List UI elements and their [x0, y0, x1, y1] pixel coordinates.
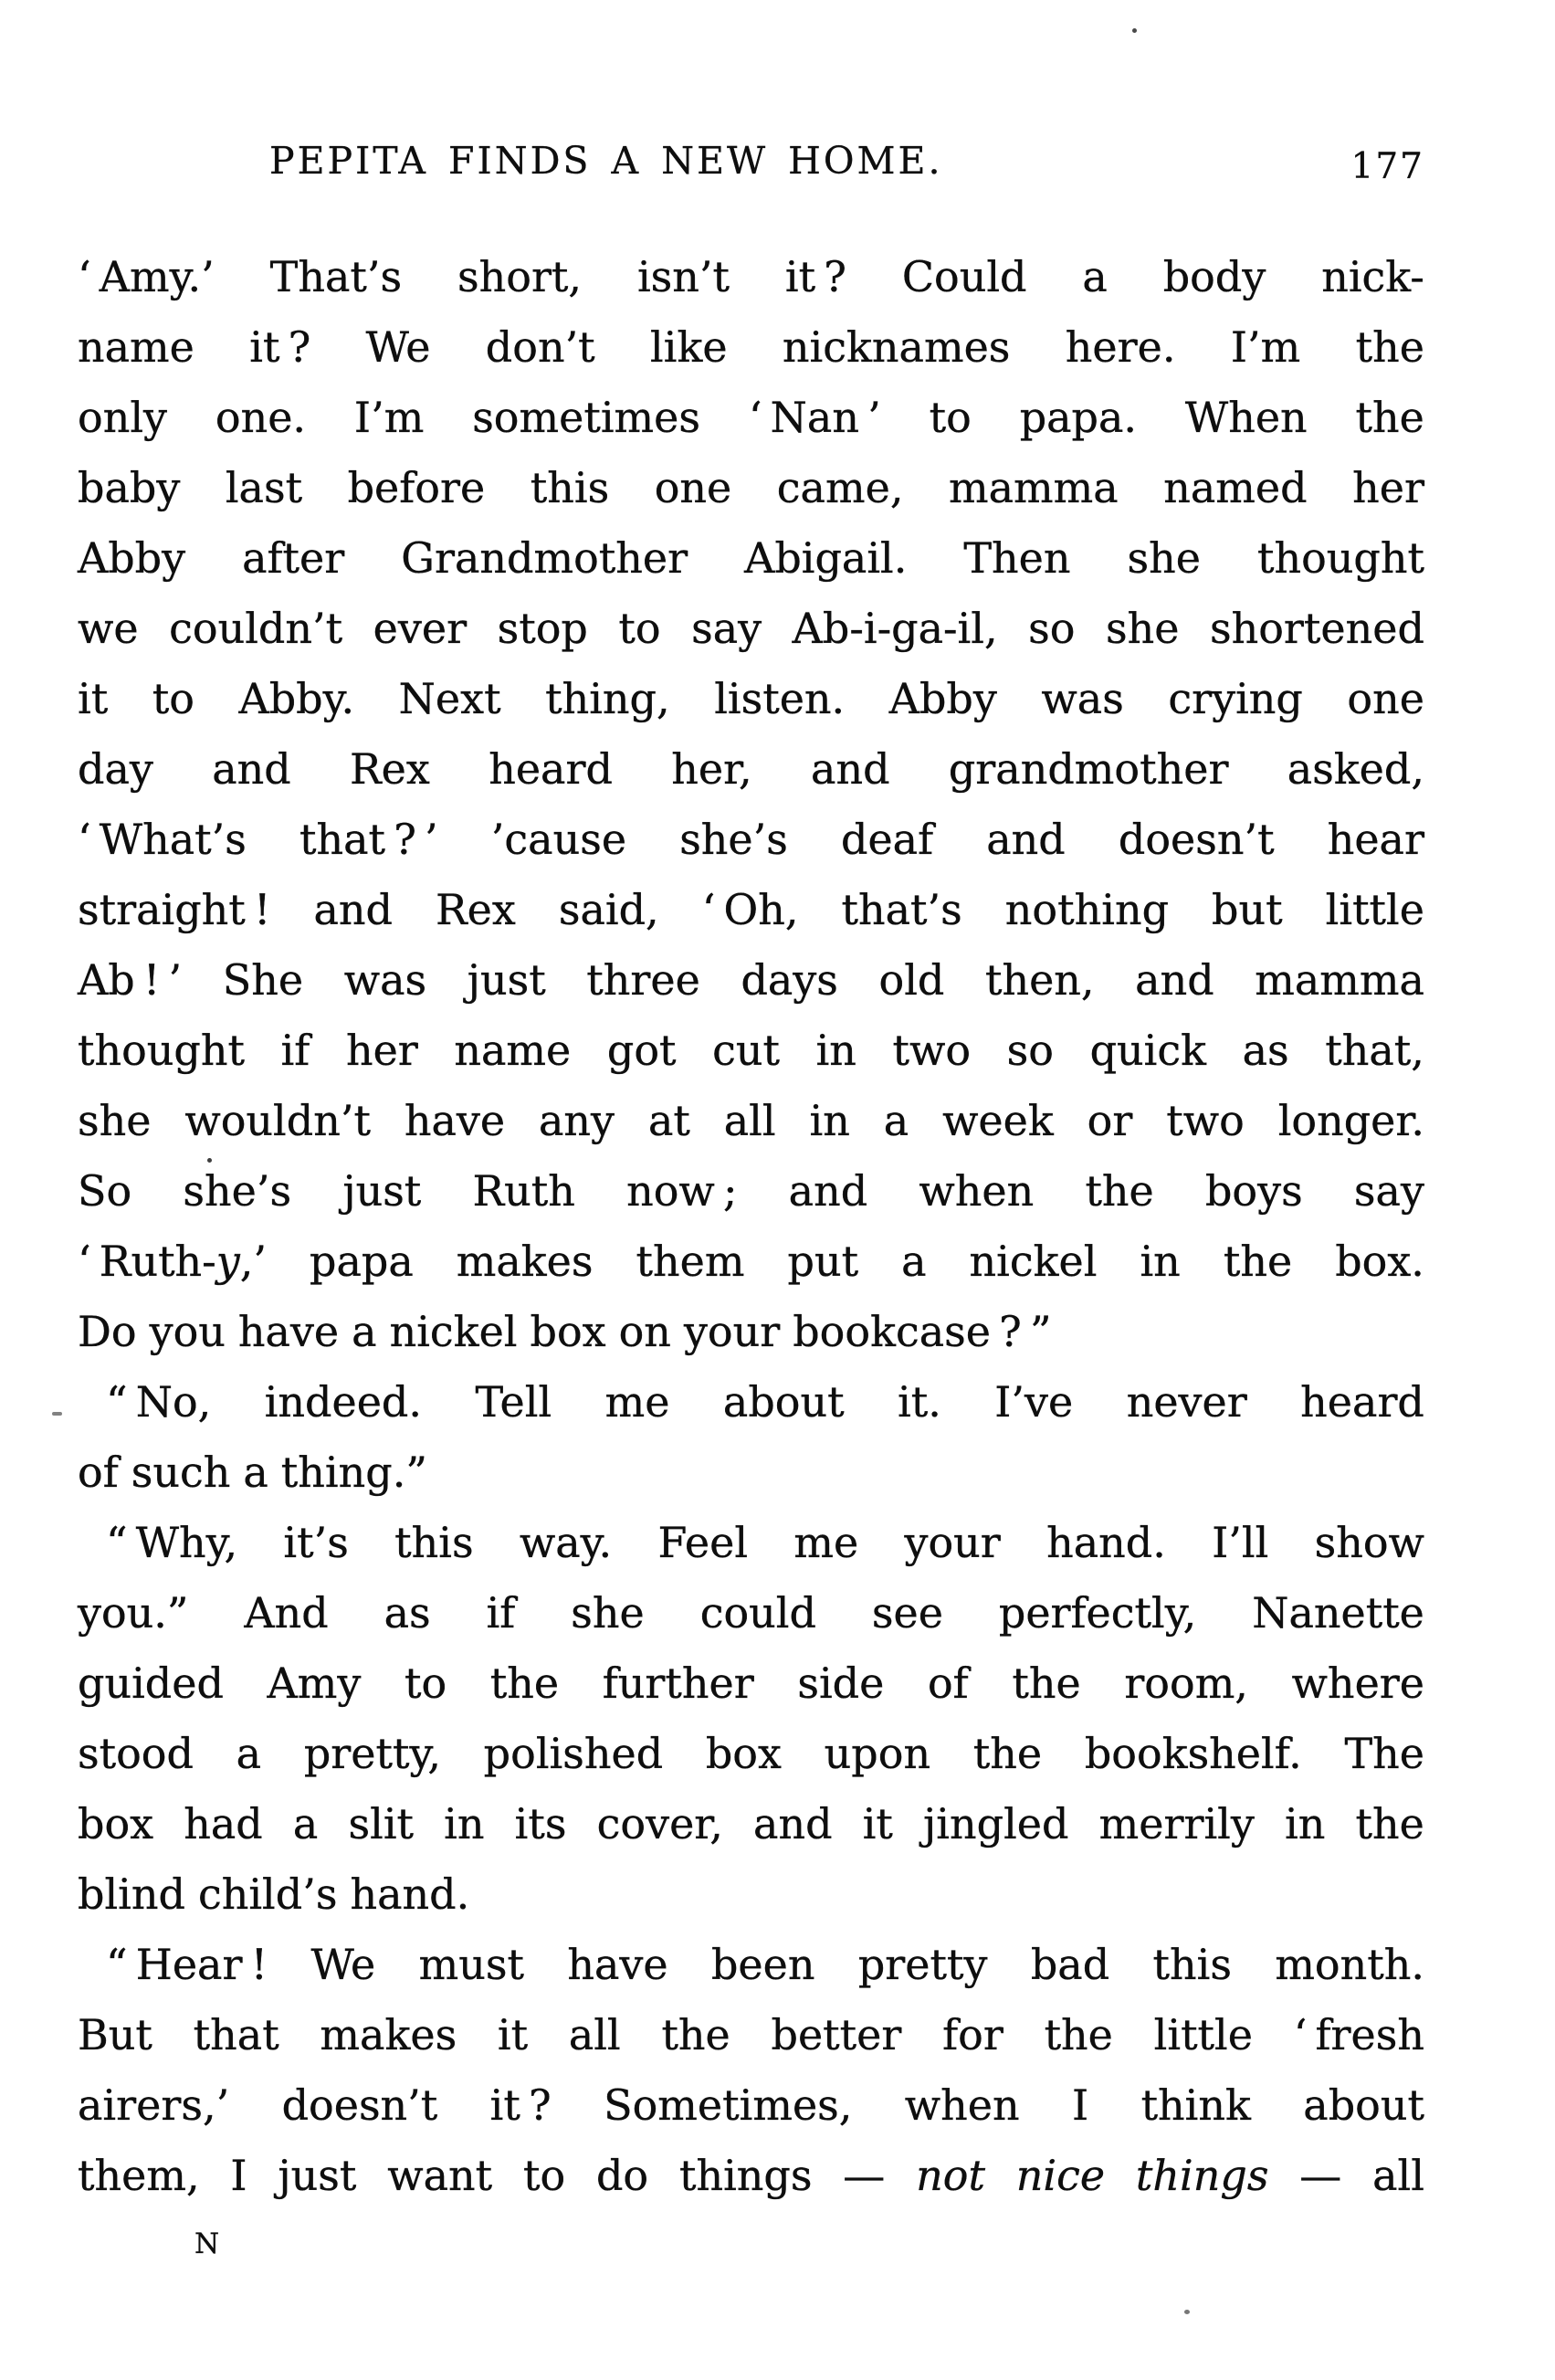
- word: ‘ Oh,: [701, 885, 799, 934]
- word: ‘ Ruth-y,’: [78, 1237, 267, 1286]
- word: box: [705, 1729, 782, 1778]
- word: shortened: [1209, 604, 1424, 653]
- word: your: [683, 1307, 781, 1356]
- word: pretty,: [303, 1729, 441, 1778]
- word: you.”: [78, 1588, 189, 1638]
- scan-speck: [1184, 2310, 1190, 2314]
- word: Abby: [78, 533, 186, 583]
- text-line: [78, 1227, 1424, 1297]
- scan-speck: [52, 1412, 62, 1416]
- word: have: [404, 1096, 506, 1145]
- word: in: [1285, 1799, 1326, 1848]
- word: baby: [78, 463, 181, 512]
- word: slit: [348, 1799, 415, 1848]
- word: Abigail.: [744, 533, 908, 583]
- word: and: [753, 1799, 833, 1848]
- word: of: [78, 1448, 119, 1497]
- text-line: [78, 875, 1424, 945]
- word: in: [815, 1026, 856, 1075]
- text-line: [78, 1930, 1424, 2000]
- word: it: [78, 674, 109, 723]
- word: room,: [1124, 1659, 1248, 1708]
- text-line: [78, 312, 1424, 383]
- word: stood: [78, 1729, 194, 1778]
- word: as: [1242, 1026, 1289, 1075]
- word: at: [647, 1096, 690, 1145]
- word: days: [741, 955, 838, 1005]
- word: it: [862, 1799, 893, 1848]
- word: child’s: [197, 1869, 338, 1919]
- word: little: [1325, 885, 1424, 934]
- word: better: [771, 2010, 902, 2059]
- word: Rex: [436, 885, 516, 934]
- scan-speck: [1132, 28, 1137, 33]
- word: just: [467, 955, 546, 1005]
- word: the: [1044, 2010, 1113, 2059]
- word: after: [242, 533, 345, 583]
- word: then,: [984, 955, 1095, 1005]
- word: just: [278, 2151, 357, 2200]
- word: her: [1352, 463, 1424, 512]
- word: body: [1162, 252, 1266, 301]
- word: heard: [1300, 1377, 1424, 1427]
- word: to: [404, 1659, 447, 1708]
- text-line: [78, 1508, 1424, 1578]
- word: them,: [78, 2151, 200, 2200]
- word: heard: [489, 744, 613, 794]
- word: papa: [310, 1237, 414, 1286]
- word: was: [343, 955, 427, 1005]
- word: Abby: [888, 674, 997, 723]
- word: Grandmother: [401, 533, 688, 583]
- word: So: [78, 1166, 132, 1216]
- word: she: [571, 1588, 645, 1638]
- word: The: [1344, 1729, 1424, 1778]
- word: We: [365, 322, 431, 372]
- word: when: [904, 2080, 1020, 2130]
- word: papa.: [1019, 393, 1138, 442]
- word: That’s: [269, 252, 403, 301]
- word: nice: [1015, 2151, 1106, 2200]
- word: have: [567, 1940, 668, 1989]
- word: nick-: [1321, 252, 1424, 301]
- text-line: [78, 1648, 1424, 1719]
- word: Then: [963, 533, 1071, 583]
- word: doesn’t: [1118, 815, 1275, 864]
- word: Ab-i-ga-il,: [792, 604, 998, 653]
- word: nickel: [389, 1307, 518, 1356]
- word: listen.: [714, 674, 846, 723]
- word: to: [618, 604, 661, 653]
- word: if: [280, 1026, 310, 1075]
- word: a: [292, 1799, 319, 1848]
- word: here.: [1065, 322, 1176, 372]
- word: grandmother: [948, 744, 1229, 794]
- word: makes: [456, 1237, 594, 1286]
- text-line: [78, 523, 1424, 594]
- text-line: [78, 1437, 1424, 1508]
- text-line: [78, 1719, 1424, 1789]
- word: she’s: [183, 1166, 292, 1216]
- page-number: 177: [1350, 146, 1424, 187]
- scan-speck: [207, 1158, 212, 1163]
- word: before: [347, 463, 486, 512]
- word: ’cause: [490, 815, 627, 864]
- word: way.: [519, 1518, 613, 1567]
- word: had: [184, 1799, 263, 1848]
- word: just: [342, 1166, 422, 1216]
- word: the: [1355, 1799, 1424, 1848]
- word: she: [1127, 533, 1201, 583]
- word: her: [345, 1026, 418, 1075]
- word: quick: [1089, 1026, 1206, 1075]
- word: polished: [483, 1729, 664, 1778]
- word: now ;: [626, 1166, 738, 1216]
- word: me: [793, 1518, 859, 1567]
- word: got: [606, 1026, 677, 1075]
- word: mamma: [948, 463, 1119, 512]
- word: on: [618, 1307, 671, 1356]
- word: put: [787, 1237, 859, 1286]
- word: things: [678, 2151, 813, 2200]
- word: name: [454, 1026, 572, 1075]
- word: and: [313, 885, 393, 934]
- word: a: [352, 1307, 377, 1356]
- word: it ?: [249, 322, 311, 372]
- word: two: [1166, 1096, 1245, 1145]
- word: I’m: [353, 393, 425, 442]
- word: been: [710, 1940, 815, 1989]
- word: When: [1184, 393, 1308, 442]
- word: Nanette: [1252, 1588, 1424, 1638]
- word: one: [654, 463, 732, 512]
- word: thought: [78, 1026, 245, 1075]
- word: we: [78, 604, 139, 653]
- word: her,: [671, 744, 752, 794]
- word: box: [530, 1307, 606, 1356]
- word: one.: [215, 393, 307, 442]
- word: hand.: [350, 1869, 470, 1919]
- word: such: [131, 1448, 231, 1497]
- word: and: [1135, 955, 1214, 1005]
- word: cover,: [596, 1799, 723, 1848]
- word: And: [244, 1588, 329, 1638]
- word: side: [797, 1659, 885, 1708]
- running-header: [78, 0, 1424, 201]
- word: not: [916, 2151, 985, 2200]
- word: straight !: [78, 885, 271, 934]
- word: in: [444, 1799, 485, 1848]
- word: Could: [901, 252, 1027, 301]
- word: a: [243, 1448, 268, 1497]
- word: you: [149, 1307, 226, 1356]
- word: ‘ Nan ’: [748, 393, 881, 442]
- word: must: [418, 1940, 524, 1989]
- word: and: [212, 744, 291, 794]
- text-line: [78, 1367, 1424, 1437]
- word: don’t: [485, 322, 595, 372]
- word: it’s: [283, 1518, 349, 1567]
- word: in: [809, 1096, 850, 1145]
- word: short,: [457, 252, 583, 301]
- page-text: [78, 242, 1424, 2211]
- word: Do: [78, 1307, 137, 1356]
- word: merrily: [1098, 1799, 1255, 1848]
- word: bookshelf.: [1084, 1729, 1302, 1778]
- word: to: [929, 393, 972, 442]
- text-line: [78, 242, 1424, 312]
- word: them: [636, 1237, 745, 1286]
- word: But: [78, 2010, 152, 2059]
- word: all: [723, 1096, 776, 1145]
- word: asked,: [1287, 744, 1424, 794]
- word: I: [1072, 2080, 1089, 2130]
- word: any: [539, 1096, 615, 1145]
- word: it: [497, 2010, 529, 2059]
- word: Feel: [657, 1518, 749, 1567]
- text-line: [78, 1789, 1424, 1859]
- word: day: [78, 744, 153, 794]
- word: bookcase ? ”: [793, 1307, 1052, 1356]
- text-line: [78, 2000, 1424, 2070]
- word: its: [514, 1799, 567, 1848]
- word: old: [878, 955, 945, 1005]
- text-line: [78, 1297, 1424, 1367]
- word: longer.: [1277, 1096, 1424, 1145]
- word: thing.”: [280, 1448, 427, 1497]
- word: last: [225, 463, 303, 512]
- word: this: [394, 1518, 474, 1567]
- word: box.: [1335, 1237, 1424, 1286]
- word: a: [883, 1096, 909, 1145]
- word: couldn’t: [169, 604, 343, 653]
- word: ‘ fresh: [1293, 2010, 1424, 2059]
- word: Ab ! ’: [78, 955, 183, 1005]
- word: further: [602, 1659, 754, 1708]
- word: only: [78, 393, 168, 442]
- word: that’s: [841, 885, 962, 934]
- word: Amy: [267, 1659, 362, 1708]
- word: I’ll: [1212, 1518, 1269, 1567]
- word: thought: [1256, 533, 1424, 583]
- word: named: [1163, 463, 1308, 512]
- word: think: [1140, 2080, 1251, 2130]
- word: pretty: [857, 1940, 988, 1989]
- word: that: [193, 2010, 279, 2059]
- word: see: [871, 1588, 943, 1638]
- text-line: [78, 2141, 1424, 2211]
- word: I’ve: [994, 1377, 1074, 1427]
- signature-mark: N: [194, 2227, 220, 2260]
- word: have: [237, 1307, 340, 1356]
- text-line: [78, 945, 1424, 1016]
- word: name: [78, 322, 194, 372]
- word: that,: [1325, 1026, 1424, 1075]
- word: week: [942, 1096, 1054, 1145]
- word: say: [691, 604, 762, 653]
- word: thing,: [545, 674, 670, 723]
- word: to: [522, 2151, 566, 2200]
- word: one: [1347, 674, 1424, 723]
- word: that ? ’: [299, 815, 438, 864]
- word: airers,’: [78, 2080, 230, 2130]
- word: upon: [824, 1729, 931, 1778]
- word: your: [904, 1518, 1001, 1567]
- word: ‘ Amy.’: [78, 252, 215, 301]
- word: nothing: [1004, 885, 1170, 934]
- word: of: [927, 1659, 969, 1708]
- word: stop: [497, 604, 588, 653]
- word: do: [595, 2151, 649, 2200]
- word: a: [1082, 252, 1108, 301]
- word: and: [986, 815, 1066, 864]
- word: bad: [1030, 1940, 1110, 1989]
- word: things: [1135, 2151, 1269, 2200]
- word: She: [222, 955, 304, 1005]
- word: sometimes: [472, 393, 700, 442]
- word: say: [1353, 1166, 1424, 1216]
- word: she: [78, 1096, 152, 1145]
- word: jingled: [923, 1799, 1069, 1848]
- word: it ?: [784, 252, 846, 301]
- word: or: [1087, 1096, 1133, 1145]
- word: the: [489, 1659, 560, 1708]
- word: Ruth: [472, 1166, 575, 1216]
- word: said,: [558, 885, 659, 934]
- text-line: [78, 1578, 1424, 1648]
- running-header-title: PEPITA FINDS A NEW HOME.: [269, 139, 943, 183]
- word: the: [1012, 1659, 1081, 1708]
- word: the: [1355, 322, 1424, 372]
- word: hear: [1327, 815, 1424, 864]
- word: to: [152, 674, 194, 723]
- word: makes: [320, 2010, 457, 2059]
- word: —: [843, 2151, 886, 2200]
- word: me: [604, 1377, 670, 1427]
- word: “ No,: [106, 1377, 212, 1427]
- word: but: [1212, 885, 1283, 934]
- word: the: [1223, 1237, 1293, 1286]
- word: all: [1372, 2151, 1424, 2200]
- text-line: [78, 1016, 1424, 1086]
- word: want: [387, 2151, 493, 2200]
- word: crying: [1168, 674, 1303, 723]
- word: the: [661, 2010, 730, 2059]
- word: perfectly,: [998, 1588, 1197, 1638]
- word: isn’t: [636, 252, 730, 301]
- word: in: [1140, 1237, 1181, 1286]
- word: —: [1299, 2151, 1342, 2200]
- word: when: [919, 1166, 1035, 1216]
- word: as: [383, 1588, 431, 1638]
- word: a: [236, 1729, 262, 1778]
- word: if: [486, 1588, 516, 1638]
- text-line: [78, 1086, 1424, 1156]
- word: two: [892, 1026, 972, 1075]
- word: so: [1006, 1026, 1054, 1075]
- word: and: [788, 1166, 868, 1216]
- word: deaf: [841, 815, 934, 864]
- word: could: [699, 1588, 816, 1638]
- text-line: [78, 734, 1424, 805]
- word: I: [230, 2151, 247, 2200]
- word: all: [568, 2010, 621, 2059]
- word: never: [1126, 1377, 1247, 1427]
- word: the: [1085, 1166, 1154, 1216]
- word: We: [310, 1940, 376, 1989]
- word: and: [811, 744, 890, 794]
- word: she: [1105, 604, 1180, 653]
- word: it.: [898, 1377, 941, 1427]
- word: was: [1041, 674, 1124, 723]
- word: cut: [712, 1026, 780, 1075]
- word: this: [530, 463, 610, 512]
- word: Abby.: [238, 674, 355, 723]
- word: Rex: [350, 744, 430, 794]
- word: about: [722, 1377, 845, 1427]
- word: doesn’t: [281, 2080, 438, 2130]
- text-line: [78, 664, 1424, 734]
- word: the: [1355, 393, 1424, 442]
- word: blind: [78, 1869, 185, 1919]
- text-line: [78, 1859, 1424, 1930]
- word: where: [1291, 1659, 1424, 1708]
- word: it ?: [489, 2080, 552, 2130]
- text-line: [78, 594, 1424, 664]
- text-line: [78, 2070, 1424, 2141]
- word: box: [78, 1799, 154, 1848]
- word: ever: [373, 604, 468, 653]
- word: three: [586, 955, 700, 1005]
- word: guided: [78, 1659, 224, 1708]
- word: “ Why,: [106, 1518, 238, 1567]
- word: month.: [1275, 1940, 1424, 1989]
- word: this: [1152, 1940, 1232, 1989]
- word: boys: [1204, 1166, 1303, 1216]
- word: a: [901, 1237, 927, 1286]
- word: “ Hear !: [106, 1940, 268, 1989]
- word: about: [1303, 2080, 1424, 2130]
- word: for: [942, 2010, 1003, 2059]
- text-line: [78, 383, 1424, 453]
- word: hand.: [1046, 1518, 1166, 1567]
- word: she’s: [679, 815, 788, 864]
- word: nickel: [969, 1237, 1098, 1286]
- text-line: [78, 805, 1424, 875]
- word: so: [1028, 604, 1076, 653]
- text-line: [78, 1156, 1424, 1227]
- word: nicknames: [782, 322, 1011, 372]
- word: ‘ What’s: [78, 815, 247, 864]
- word: like: [650, 322, 728, 372]
- word: mamma: [1255, 955, 1424, 1005]
- word: show: [1314, 1518, 1424, 1567]
- word: wouldn’t: [184, 1096, 371, 1145]
- word: Sometimes,: [604, 2080, 853, 2130]
- word: Tell: [475, 1377, 552, 1427]
- word: Next: [398, 674, 501, 723]
- word: indeed.: [264, 1377, 423, 1427]
- word: came,: [776, 463, 904, 512]
- word: the: [972, 1729, 1043, 1778]
- word: little: [1153, 2010, 1253, 2059]
- word: I’m: [1230, 322, 1301, 372]
- text-line: [78, 453, 1424, 523]
